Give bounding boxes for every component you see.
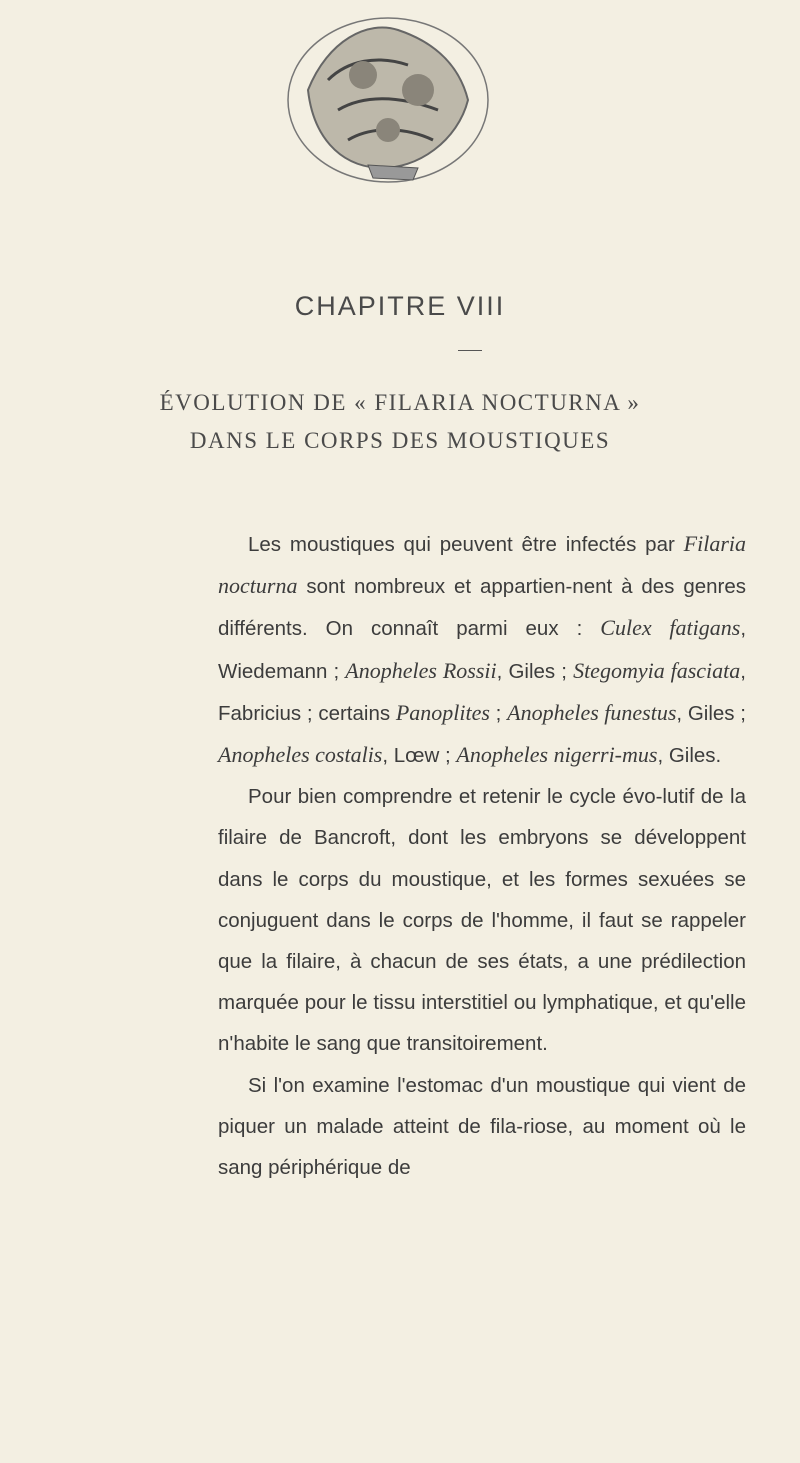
paragraph-3: Si l'on examine l'estomac d'un moustique qui vient de piquer un malade atteint de fila-riose, au moment où le sang périphérique de [218,1073,746,1180]
body-text [218,523,746,1188]
species-name: Anopheles nigerri-mus [456,742,658,768]
species-name: Anopheles costalis [218,742,383,768]
text-span: , Lœw ; [382,744,457,768]
text-span: sont nombreux et appartien-nent à des genres différents. On connaît parmi eux : [218,575,746,641]
text-span: , Giles. [657,744,722,768]
text-span: Les moustiques qui peuvent être infectés par [248,533,684,556]
text-span: , Wiedemann ; [218,617,747,683]
chapter-heading: CHAPITRE VIII [294,291,506,321]
text-span: , Giles ; [676,701,746,725]
species-name: Anopheles funestus [507,699,677,725]
text-span: ; [489,701,508,725]
paragraph-1 [218,523,746,776]
species-name: Filaria nocturna [218,531,746,599]
chapter-title-line-1: ÉVOLUTION DE « FILARIA NOCTURNA » [159,390,641,415]
paragraph-2: Pour bien comprendre et retenir le cycle évo-lutif de la filaire de Bancroft, dont les embryons se développent dans le corps du moustique, et les formes sexuées se conjuguent dans le corps de l'homme, il faut se rappeler que la filaire, à chacun de ses états, a une prédilection marquée pour le tissu interstitiel ou lymphatique, et qu'elle n'habite le sang que transitoirement. [218,785,746,1056]
decorative-vignette [268,0,514,190]
text-span: , Giles ; [496,659,574,683]
chapter-title [0,384,800,460]
text-span: , Fabricius ; certains [218,659,746,725]
chapter-title-line-2: DANS LE CORPS DES MOUSTIQUES [189,428,611,453]
species-name: Panoplites [395,699,490,725]
species-name: Stegomyia fasciata [573,657,741,683]
species-name: Culex fatigans [600,615,741,641]
species-name: Anopheles Rossii [345,657,497,683]
divider [458,350,482,351]
